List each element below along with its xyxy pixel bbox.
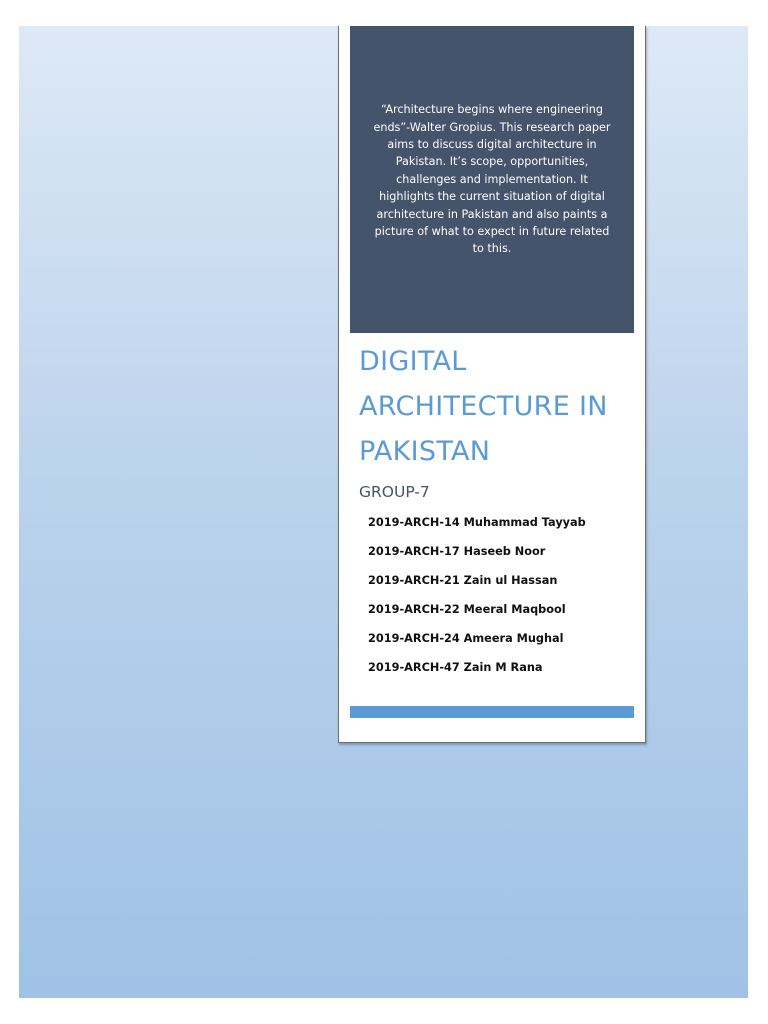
abstract-box [350, 26, 634, 333]
member-item: 2019-ARCH-22 Meeral Maqbool [368, 603, 566, 616]
member-list [368, 513, 586, 687]
title-line: PAKISTAN [359, 436, 491, 467]
member-item: 2019-ARCH-17 Haseeb Noor [368, 545, 546, 558]
abstract-text: “Architecture begins where engineering ends”-Walter Gropius. This research paper aims to discuss digital architecture in Pakistan. It’s scope, opportunities, challenges and implementation. It highlights the current situation of digital architecture in Pakistan and also paints a picture of what to expect in future related to this. [373, 103, 611, 256]
member-item: 2019-ARCH-24 Ameera Mughal [368, 632, 564, 645]
member-item: 2019-ARCH-21 Zain ul Hassan [368, 574, 558, 587]
member-item: 2019-ARCH-14 Muhammad Tayyab [368, 516, 586, 529]
title-line: DIGITAL [359, 346, 467, 377]
document-title [359, 339, 639, 474]
cover-sidebar [338, 26, 646, 743]
group-label: GROUP-7 [359, 483, 430, 501]
member-item: 2019-ARCH-47 Zain M Rana [368, 661, 543, 674]
accent-bar [350, 706, 634, 718]
title-line: ARCHITECTURE IN [359, 391, 608, 422]
